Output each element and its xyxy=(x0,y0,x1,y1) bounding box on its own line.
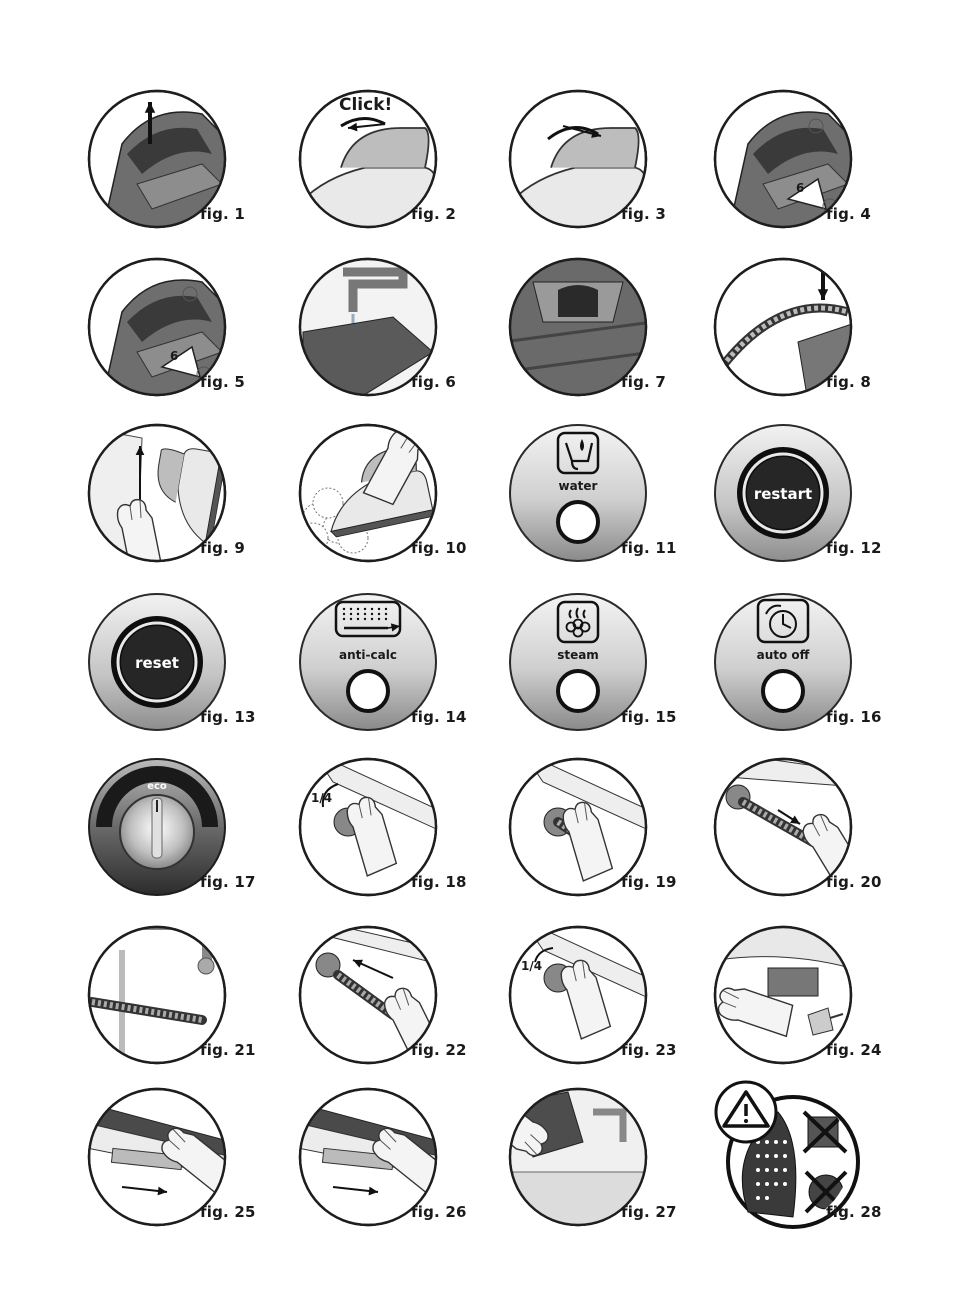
figure-caption: fig. 5 xyxy=(200,373,245,391)
button-label: reset xyxy=(135,654,179,672)
figure-caption: fig. 17 xyxy=(200,873,256,891)
figure-caption: fig. 6 xyxy=(411,373,456,391)
figure-caption: fig. 12 xyxy=(826,539,882,557)
click-label: Click! xyxy=(339,95,393,115)
warning-icon xyxy=(716,1082,776,1142)
figure-caption: fig. 8 xyxy=(826,373,871,391)
figure-badge: 6 xyxy=(170,349,179,363)
figure-caption: fig. 28 xyxy=(826,1203,882,1221)
figure-caption: fig. 3 xyxy=(621,205,666,223)
figure-caption: fig. 24 xyxy=(826,1041,882,1059)
figure-caption: fig. 23 xyxy=(621,1041,677,1059)
panel-label: anti-calc xyxy=(339,648,397,662)
figure-caption: fig. 18 xyxy=(411,873,467,891)
figure-caption: fig. 2 xyxy=(411,205,456,223)
figure-caption: fig. 21 xyxy=(200,1041,256,1059)
panel-label: steam xyxy=(557,648,599,662)
panel-indicator-light xyxy=(348,671,388,711)
figure-caption: fig. 11 xyxy=(621,539,677,557)
panel-indicator-light xyxy=(558,502,598,542)
figure-caption: fig. 22 xyxy=(411,1041,467,1059)
figure-caption: fig. 19 xyxy=(621,873,677,891)
dial-eco-label: eco xyxy=(147,781,167,792)
figure-caption: fig. 25 xyxy=(200,1203,256,1221)
figure-caption: fig. 10 xyxy=(411,539,467,557)
figure-caption: fig. 14 xyxy=(411,708,467,726)
figure-caption: fig. 1 xyxy=(200,205,245,223)
button-label: restart xyxy=(753,485,813,503)
figure-caption: fig. 20 xyxy=(826,873,882,891)
panel-indicator-light xyxy=(763,671,803,711)
figure-badge: 6 xyxy=(796,181,805,195)
figure-caption: fig. 7 xyxy=(621,373,666,391)
figure-caption: fig. 15 xyxy=(621,708,677,726)
figure-badge: 1/4 xyxy=(311,791,333,805)
panel-label: water xyxy=(558,479,598,493)
panel-indicator-light xyxy=(558,671,598,711)
figure-badge: 1/4 xyxy=(521,959,543,973)
figure-caption: fig. 13 xyxy=(200,708,256,726)
figure-caption: fig. 9 xyxy=(200,539,245,557)
figure-caption: fig. 16 xyxy=(826,708,882,726)
panel-label: auto off xyxy=(756,648,810,662)
figure-caption: fig. 26 xyxy=(411,1203,467,1221)
figure-caption: fig. 27 xyxy=(621,1203,677,1221)
figure-caption: fig. 4 xyxy=(826,205,871,223)
